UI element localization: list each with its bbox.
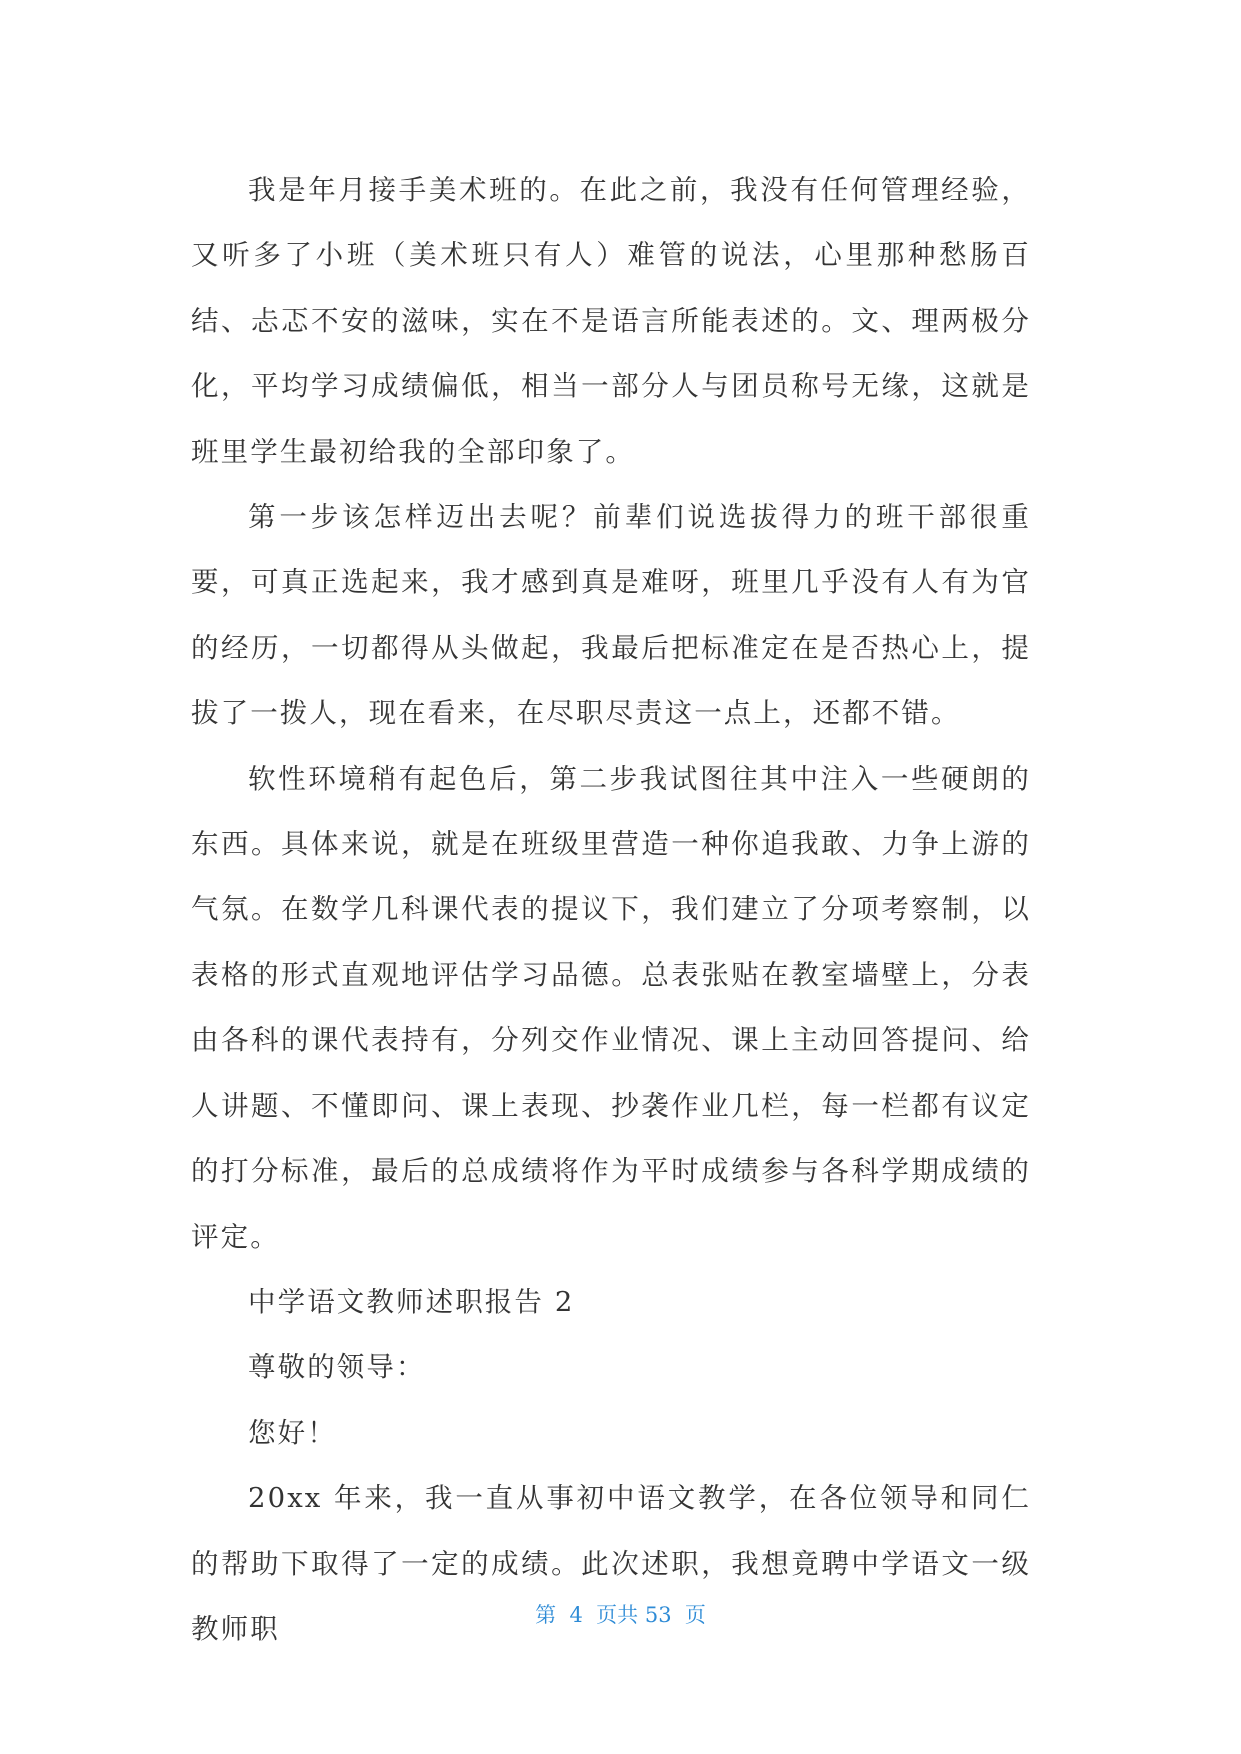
salutation: 尊敬的领导： xyxy=(248,1351,426,1384)
greeting: 您好！ xyxy=(248,1416,337,1449)
page-number-footer: 第 4 页共 53 页 xyxy=(535,1603,706,1627)
document-body xyxy=(191,158,1031,1662)
report-title: 中学语文教师述职报告 2 xyxy=(248,1285,575,1318)
body-paragraph-2: 第一步该怎样迈出去呢？前辈们说选拔得力的班干部很重要，可真正选起来，我才感到真是难呀，班里几乎没有人有为官的经历，一切都得从头做起，我最后把标准定在是否热心上，提拔了一拨人，现在看来，在尽职尽责这一点上，还都不错。 xyxy=(191,501,1031,730)
body-paragraph-1: 我是年月接手美术班的。在此之前，我没有任何管理经验，又听多了小班（美术班只有人）难管的说法，心里那种愁肠百结、忐忑不安的滋味，实在不是语言所能表述的。文、理两极分化，平均学习成绩偏低，相当一部分人与团员称号无缘，这就是班里学生最初给我的全部印象了。 xyxy=(191,174,1031,468)
body-paragraph-3: 软性环境稍有起色后，第二步我试图往其中注入一些硬朗的东西。具体来说，就是在班级里营造一种你追我敢、力争上游的气氛。在数学几科课代表的提议下，我们建立了分项考察制，以表格的形式直观地评估学习品德。总表张贴在教室墙壁上，分表由各科的课代表持有，分列交作业情况、课上主动回答提问、给人讲题、不懂即问、课上表现、抄袭作业几栏，每一栏都有议定的打分标准，最后的总成绩将作为平时成绩参与各科学期成绩的评定。 xyxy=(191,762,1031,1253)
closing-paragraph: 20xx 年来，我一直从事初中语文教学，在各位领导和同仁的帮助下取得了一定的成绩。此次述职，我想竟聘中学语文一级教师职 xyxy=(191,1482,1031,1645)
